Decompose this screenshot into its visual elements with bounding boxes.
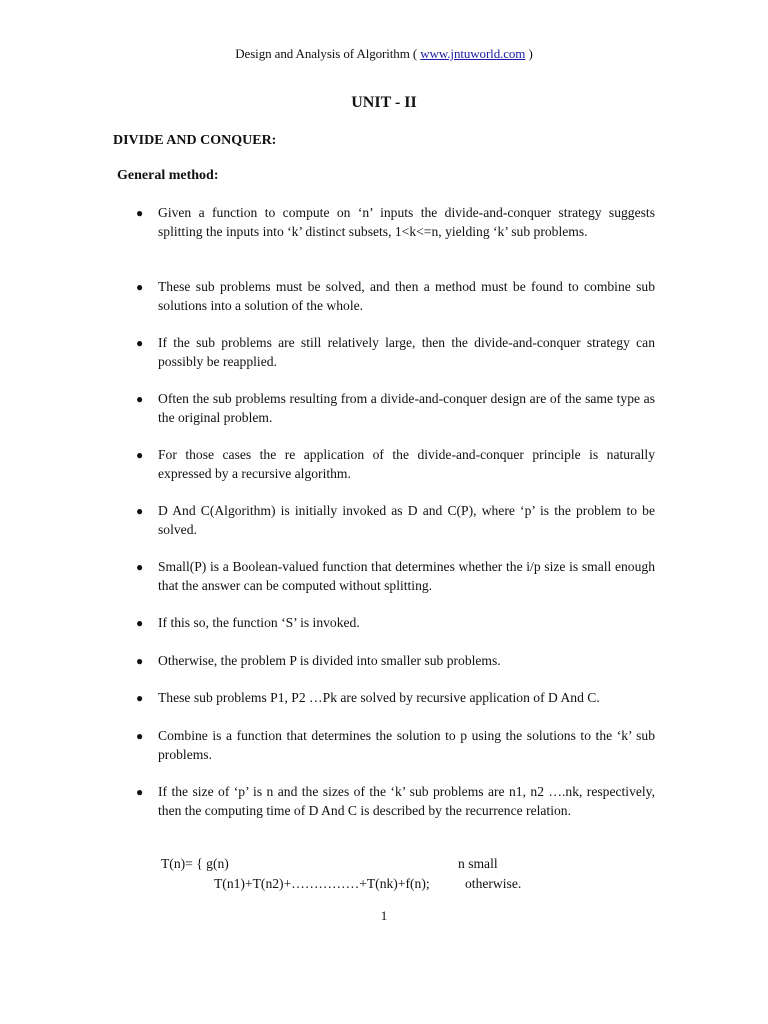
list-item bbox=[130, 727, 655, 764]
list-item-text: Given a function to compute on ‘n’ inputs the divide-and-conquer strategy suggests splitting the inputs into ‘k’ distinct subsets, 1<k<=n, yielding ‘k’ sub problems. bbox=[158, 205, 655, 239]
header-link[interactable]: www.jntuworld.com bbox=[420, 46, 526, 61]
list-item-text: If the size of ‘p’ is n and the sizes of the ‘k’ sub problems are n1, n2 ….nk, respectively, then the computing time of D And C is described by the recurrence relation. bbox=[158, 784, 655, 818]
bullet-dot-icon: ● bbox=[136, 785, 144, 799]
list-item-text: These sub problems P1, P2 …Pk are solved by recursive application of D And C. bbox=[158, 690, 600, 705]
list-item-text: If this so, the function ‘S’ is invoked. bbox=[158, 615, 360, 630]
bullet-dot-icon: ● bbox=[136, 560, 144, 574]
bullet-dot-icon: ● bbox=[136, 654, 144, 668]
list-item-text: Combine is a function that determines the solution to p using the solutions to the ‘k’ sub problems. bbox=[158, 728, 655, 762]
page-header bbox=[0, 46, 768, 62]
list-item bbox=[130, 390, 655, 427]
list-item bbox=[130, 558, 655, 595]
bullet-dot-icon: ● bbox=[136, 280, 144, 294]
recurrence-case2-condition: otherwise. bbox=[465, 876, 522, 891]
list-item-text: D And C(Algorithm) is initially invoked as D and C(P), where ‘p’ is the problem to be solved. bbox=[158, 503, 655, 537]
list-item bbox=[130, 783, 655, 820]
bullet-dot-icon: ● bbox=[136, 336, 144, 350]
list-item-text: Small(P) is a Boolean-valued function that determines whether the i/p size is small enough that the answer can be computed without splitting. bbox=[158, 559, 655, 593]
recurrence-case1-condition: n small bbox=[458, 856, 498, 871]
page-number: 1 bbox=[380, 908, 388, 923]
list-item bbox=[130, 204, 655, 241]
list-item bbox=[130, 502, 655, 539]
list-item-text: If the sub problems are still relatively large, then the divide-and-conquer strategy can possibly be reapplied. bbox=[158, 335, 655, 369]
bullet-dot-icon: ● bbox=[136, 448, 144, 462]
header-suffix: ) bbox=[525, 46, 533, 61]
section-heading: DIVIDE AND CONQUER: bbox=[113, 133, 277, 148]
recurrence-lhs: T(n)= { g(n) bbox=[161, 856, 229, 871]
list-item bbox=[130, 652, 655, 671]
list-item bbox=[130, 278, 655, 315]
list-item bbox=[130, 334, 655, 371]
unit-title: UNIT - II bbox=[351, 94, 417, 111]
recurrence-case2-expression: T(n1)+T(n2)+……………+T(nk)+f(n); bbox=[214, 876, 430, 891]
bullet-dot-icon: ● bbox=[136, 691, 144, 705]
sub-heading: General method: bbox=[117, 168, 219, 183]
bullet-dot-icon: ● bbox=[136, 729, 144, 743]
bullet-dot-icon: ● bbox=[136, 504, 144, 518]
list-item-text: For those cases the re application of the divide-and-conquer principle is naturally expressed by a recursive algorithm. bbox=[158, 447, 655, 481]
bullet-dot-icon: ● bbox=[136, 206, 144, 220]
list-item-text: These sub problems must be solved, and then a method must be found to combine sub solutions into a solution of the whole. bbox=[158, 279, 655, 313]
list-item bbox=[130, 446, 655, 483]
list-item bbox=[130, 614, 655, 633]
header-title: Design and Analysis of Algorithm ( bbox=[235, 46, 421, 61]
bullet-dot-icon: ● bbox=[136, 392, 144, 406]
bullet-dot-icon: ● bbox=[136, 616, 144, 630]
list-item-text: Often the sub problems resulting from a divide-and-conquer design are of the same type as the original problem. bbox=[158, 391, 655, 425]
list-item-text: Otherwise, the problem P is divided into smaller sub problems. bbox=[158, 653, 501, 668]
list-item bbox=[130, 689, 655, 708]
